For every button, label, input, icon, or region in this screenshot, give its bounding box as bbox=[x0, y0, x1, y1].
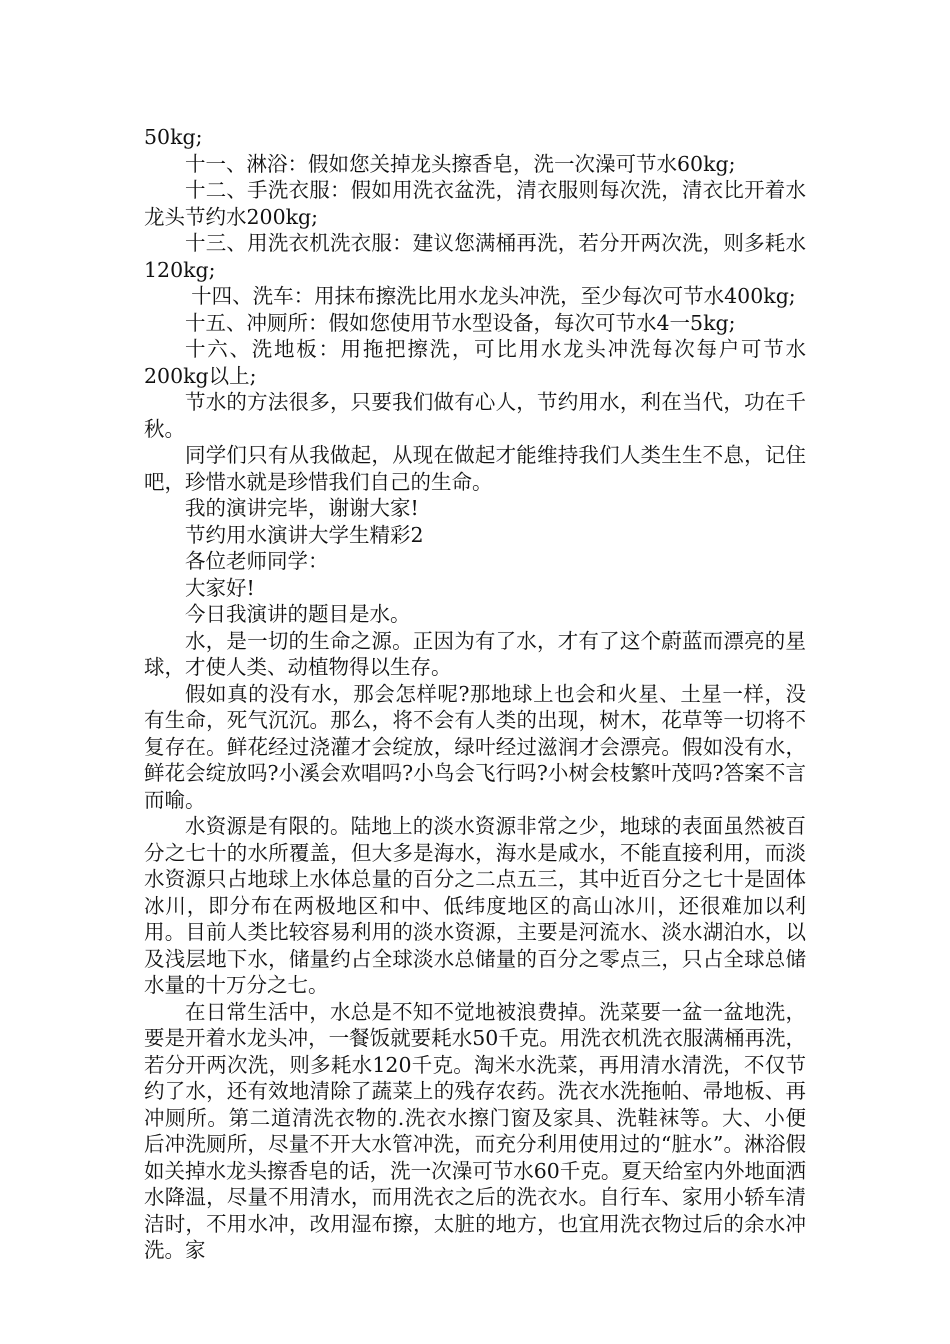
paragraph-5: 十四、洗车：用抹布擦洗比用水龙头冲洗，至少每次可节水400kg; bbox=[191, 284, 796, 308]
paragraph-18: 在日常生活中，水总是不知不觉地被浪费掉。洗菜要一盆一盆地洗，要是开着水龙头冲，一餐饭就要耗水50千克。用洗衣机洗衣服满桶再洗，若分开两次洗，则多耗水120千克。淘米水洗菜，再用清水清洗，不仅节约了水，还有效地清除了蔬菜上的残存农药。洗衣水洗拖帕、帚地板、再冲厕所。第二道清洗衣物的.洗衣水擦门窗及家具、洗鞋袜等。大、小便后冲洗厕所，尽量不开大水管冲洗，而充分利用使用过的“脏水”。淋浴假如关掉水龙头擦香皂的话，洗一次澡可节水60千克。夏天给室内外地面洒水降温，尽量不用清水，而用洗衣之后的洗衣水。自行车、家用小轿车清洁时，不用水冲，改用湿布擦，太脏的地方，也宜用洗衣物过后的余水冲洗。家 bbox=[144, 999, 806, 1262]
paragraph-3: 十二、手洗衣服：假如用洗衣盆洗，清衣服则每次洗，清衣比开着水龙头节约水200kg; bbox=[144, 178, 806, 229]
paragraph-6: 十五、冲厕所：假如您使用节水型设备，每次可节水4一5kg; bbox=[185, 310, 736, 335]
paragraph-9: 同学们只有从我做起，从现在做起才能维持我们人类生生不息，记住吧，珍惜水就是珍惜我们自己的生命。 bbox=[144, 443, 806, 494]
document-body bbox=[144, 124, 806, 1264]
paragraph-8: 节水的方法很多，只要我们做有心人，节约用水，利在当代，功在千秋。 bbox=[144, 390, 806, 441]
salutation: 各位老师同学： bbox=[185, 549, 329, 573]
paragraph-16: 假如真的没有水，那会怎样呢?那地球上也会和火星、土星一样，没有生命，死气沉沉。那么，将不会有人类的出现，树木，花草等一切将不复存在。鲜花经过浇灌才会绽放，绿叶经过滋润才会漂亮。假如没有水，鲜花会绽放吗?小溪会欢唱吗?小鸟会飞行吗?小树会枝繁叶茂吗?答案不言而喻。 bbox=[144, 681, 806, 812]
paragraph-1: 50kg; bbox=[144, 125, 203, 149]
closing-line: 我的演讲完毕，谢谢大家! bbox=[185, 496, 419, 520]
paragraph-15: 水，是一切的生命之源。正因为有了水，才有了这个蔚蓝而漂亮的星球，才使人类、动植物得以生存。 bbox=[144, 628, 806, 679]
paragraph-2: 十一、淋浴：假如您关掉龙头擦香皂，洗一次澡可节水60kg; bbox=[185, 151, 736, 176]
greeting: 大家好! bbox=[185, 575, 255, 600]
paragraph-7: 十六、洗地板：用拖把擦洗，可比用水龙头冲洗每次每户可节水200kg以上; bbox=[144, 337, 806, 388]
topic-line: 今日我演讲的题目是水。 bbox=[185, 602, 411, 626]
paragraph-17: 水资源是有限的。陆地上的淡水资源非常之少，地球的表面虽然被百分之七十的水所覆盖，但大多是海水，海水是咸水，不能直接利用，而淡水资源只占地球上水体总量的百分之二点五三，其中近百分之七十是固体冰川，即分布在两极地区和中、低纬度地区的高山冰川，还很难加以利用。目前人类比较容易利用的淡水资源，主要是河流水、淡水湖泊水，以及浅层地下水，储量约占全球淡水总储量的百分之零点三，只占全球总储水量的十万分之七。 bbox=[144, 814, 806, 997]
paragraph-4: 十三、用洗衣机洗衣服：建议您满桶再洗，若分开两次洗，则多耗水120kg; bbox=[144, 231, 806, 282]
section-title: 节约用水演讲大学生精彩2 bbox=[185, 522, 424, 547]
